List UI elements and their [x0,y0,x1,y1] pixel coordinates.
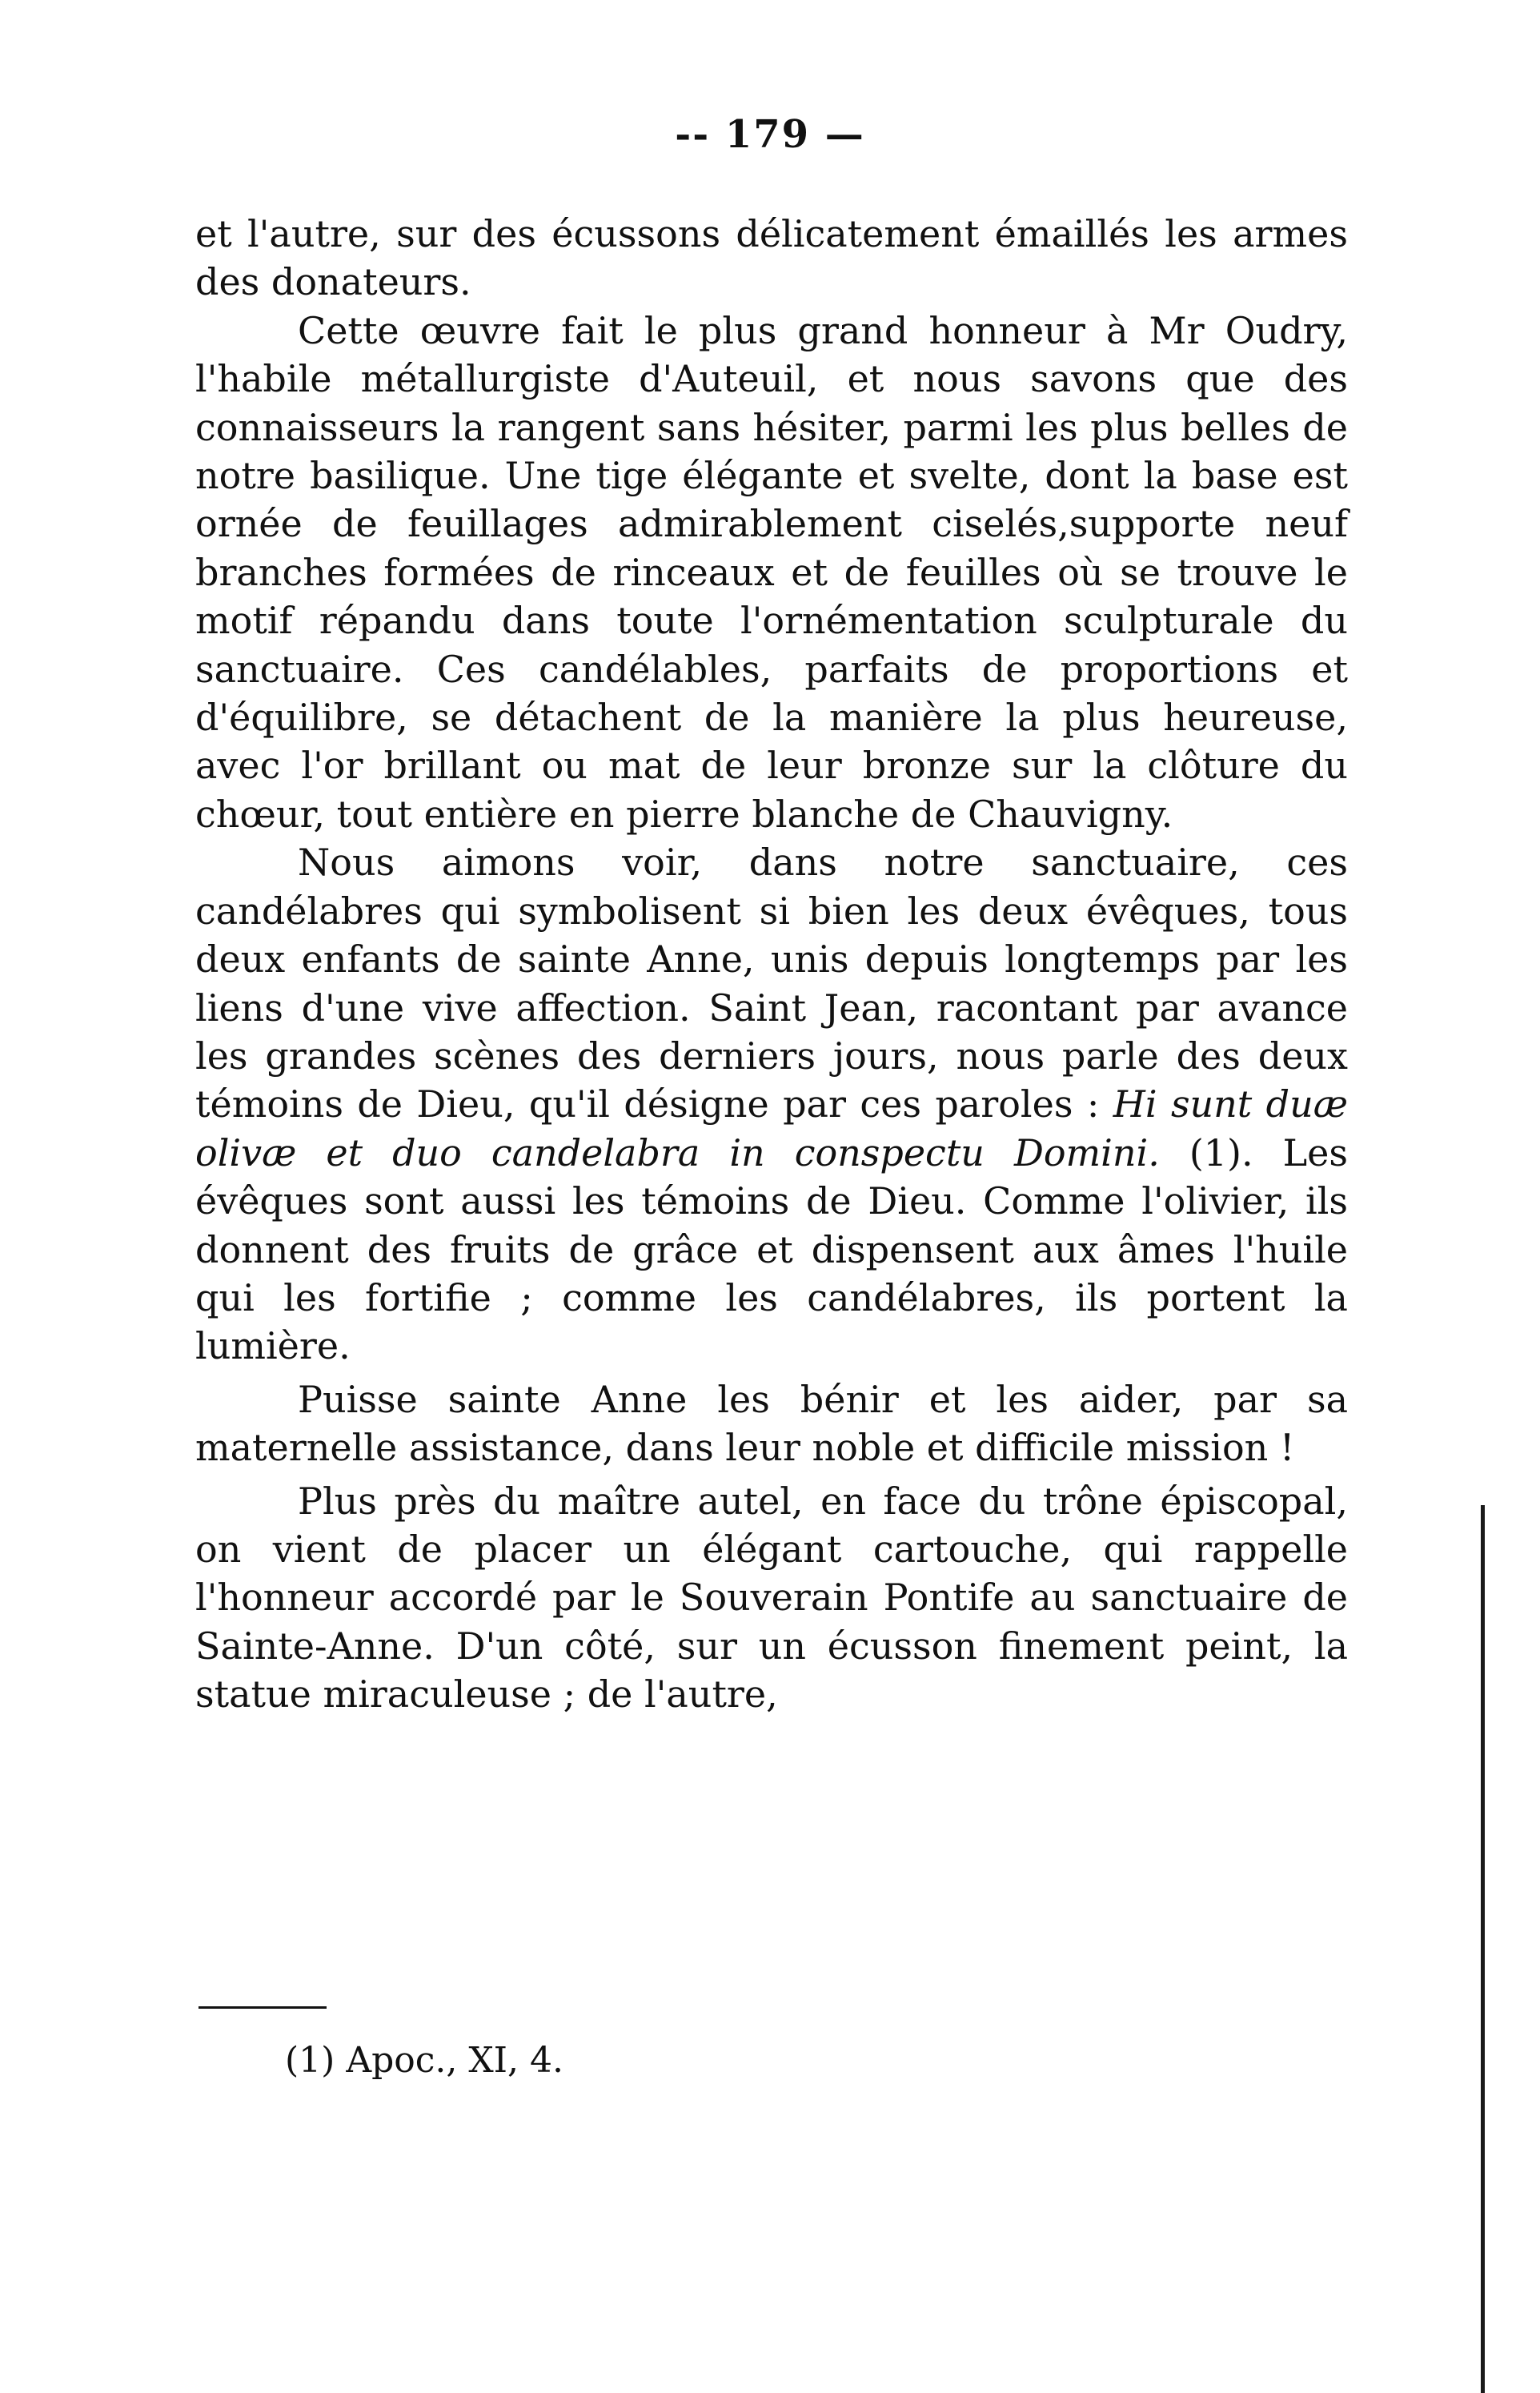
paragraph-1-text: et l'autre, sur des écussons délicatement émaillés les armes des donateurs. [195,212,1348,304]
paragraph-3-text-start: Nous aimons voir, dans notre sanctuaire, ces candélabres qui symbolisent si bien les deux évêques, tous deux enfants de sainte Anne, unis depuis longtemps par les liens d'une vive affection. Saint Jean, racontant par avance les grandes scènes des derniers jours, nous parle des deux témoins de Dieu, qu'il désigne par ces paroles : [195,841,1348,1126]
paragraph-2-text: Cette œuvre fait le plus grand honneur à Mr Oudry, l'habile métallurgiste d'Auteuil, et nous savons que des connaisseurs la rangent sans hésiter, parmi les plus belles de notre basilique. Une tige élégante et svelte, dont la base est ornée de feuillages admirablement ciselés,supporte neuf branches formées de rinceaux et de feuilles où se trouve le motif répandu dans toute l'ornémentation sculpturale du sanctuaire. Ces candélables, parfaits de proportions et d'équilibre, se détachent de la manière la plus heureuse, avec l'or brillant ou mat de leur bronze sur la clôture du chœur, tout entière en pierre blanche de Chauvigny. [195,308,1348,836]
margin-binding-line [1481,1505,1485,2393]
paragraph-4 [195,1375,1348,1472]
footnote: (1) Apoc., XI, 4. [285,2040,564,2081]
paragraph-2 [195,307,1348,838]
paragraph-3 [195,838,1348,1370]
footnote-separator [199,2006,327,2009]
paragraph-4-text: Puisse sainte Anne les bénir et les aider, par sa maternelle assistance, dans leur noble et difficile mission ! [195,1377,1348,1470]
paragraph-5-text: Plus près du maître autel, en face du trône épiscopal, on vient de placer un élégant cartouche, qui rappelle l'honneur accordé par le Souverain Pontife au sanctuaire de Sainte-Anne. D'un côté, sur un écusson finement peint, la statue miraculeuse ; de l'autre, [195,1479,1348,1716]
body-text [195,210,1348,1719]
paragraph-5 [195,1477,1348,1719]
paragraph-3-text-end: (1). Les évêques sont aussi les témoins de Dieu. Comme l'olivier, ils donnent des fruits de grâce et dispensent aux âmes l'huile qui les fortifie ; comme les candélabres, ils portent la lumière. [195,1130,1348,1368]
latin-quotation: Hi sunt duæ olivæ et duo candelabra in conspectu Domini. [195,1082,1348,1174]
page-number: -- 179 — [675,112,865,157]
paragraph-1 [195,210,1348,307]
